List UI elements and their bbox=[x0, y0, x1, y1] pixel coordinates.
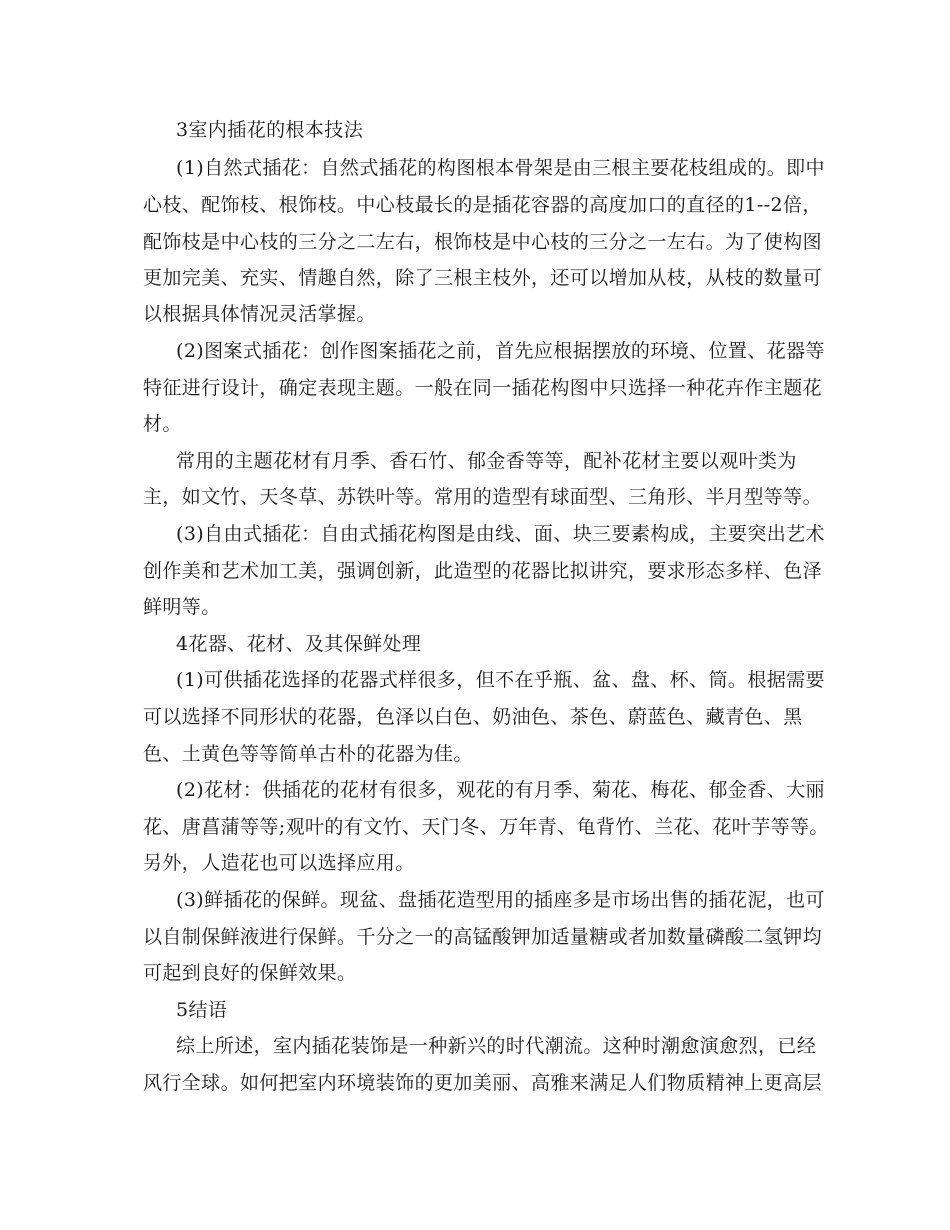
paragraph-line: (3)自由式插花：自由式插花构图是由线、面、块三要素构成，主要突出艺术 bbox=[176, 523, 825, 545]
paragraph-line: 配饰枝是中心枝的三分之二左右，根饰枝是中心枝的三分之一左右。为了使构图 bbox=[143, 231, 823, 253]
paragraph-line: (3)鲜插花的保鲜。现盆、盘插花造型用的插座多是市场出售的插花泥，也可 bbox=[176, 889, 825, 911]
paragraph-line: 特征进行设计，确定表现主题。一般在同一插花构图中只选择一种花卉作主题花 bbox=[143, 377, 823, 399]
paragraph-line: 材。 bbox=[143, 413, 182, 435]
paragraph-line: 色、土黄色等等简单古朴的花器为佳。 bbox=[143, 743, 473, 765]
paragraph-line: 风行全球。如何把室内环境装饰的更加美丽、高雅来满足人们物质精神上更高层 bbox=[143, 1072, 823, 1094]
paragraph-line: 综上所述，室内插花装饰是一种新兴的时代潮流。这种时潮愈演愈烈，已经 bbox=[176, 1035, 817, 1057]
paragraph-line: 更加完美、充实、情趣自然，除了三根主枝外，还可以增加从枝，从枝的数量可 bbox=[143, 267, 823, 289]
heading-section-4: 4花器、花材、及其保鲜处理 bbox=[176, 633, 422, 655]
paragraph-line: 鲜明等。 bbox=[143, 596, 221, 618]
paragraph-line: 可以选择不同形状的花器，色泽以白色、奶油色、茶色、蔚蓝色、藏青色、黑 bbox=[143, 706, 803, 728]
paragraph-line: 创作美和艺术加工美，强调创新，此造型的花器比拟讲究，要求形态多样、色泽 bbox=[143, 560, 823, 582]
paragraph-line: 可起到良好的保鲜效果。 bbox=[143, 962, 357, 984]
paragraph-line: 常用的主题花材有月季、香石竹、郁金香等等，配补花材主要以观叶类为 bbox=[176, 450, 797, 472]
paragraph-line: (1)自然式插花：自然式插花的构图根本骨架是由三根主要花枝组成的。即中 bbox=[176, 157, 825, 179]
paragraph-line: 花、唐菖蒲等等;观叶的有文竹、天门冬、万年青、龟背竹、兰花、花叶芋等等。 bbox=[143, 816, 829, 838]
paragraph-line: (1)可供插花选择的花器式样很多，但不在乎瓶、盆、盘、杯、筒。根据需要 bbox=[176, 669, 825, 691]
heading-section-5: 5结语 bbox=[176, 999, 228, 1021]
paragraph-line: (2)花材：供插花的花材有很多，观花的有月季、菊花、梅花、郁金香、大丽 bbox=[176, 779, 825, 801]
paragraph-line: 心枝、配饰枝、根饰枝。中心枝最长的是插花容器的高度加口的直径的1--2倍， bbox=[143, 194, 822, 216]
paragraph-line: 以自制保鲜液进行保鲜。千分之一的高锰酸钾加适量糖或者加数量磷酸二氢钾均 bbox=[143, 926, 823, 948]
heading-section-3: 3室内插花的根本技法 bbox=[176, 119, 364, 141]
paragraph-line: 以根据具体情况灵活掌握。 bbox=[143, 303, 376, 325]
paragraph-line: 另外，人造花也可以选择应用。 bbox=[143, 852, 415, 874]
paragraph-line: 主，如文竹、天冬草、苏铁叶等。常用的造型有球面型、三角形、半月型等等。 bbox=[143, 486, 823, 508]
paragraph-line: (2)图案式插花：创作图案插花之前，首先应根据摆放的环境、位置、花器等 bbox=[176, 340, 825, 362]
